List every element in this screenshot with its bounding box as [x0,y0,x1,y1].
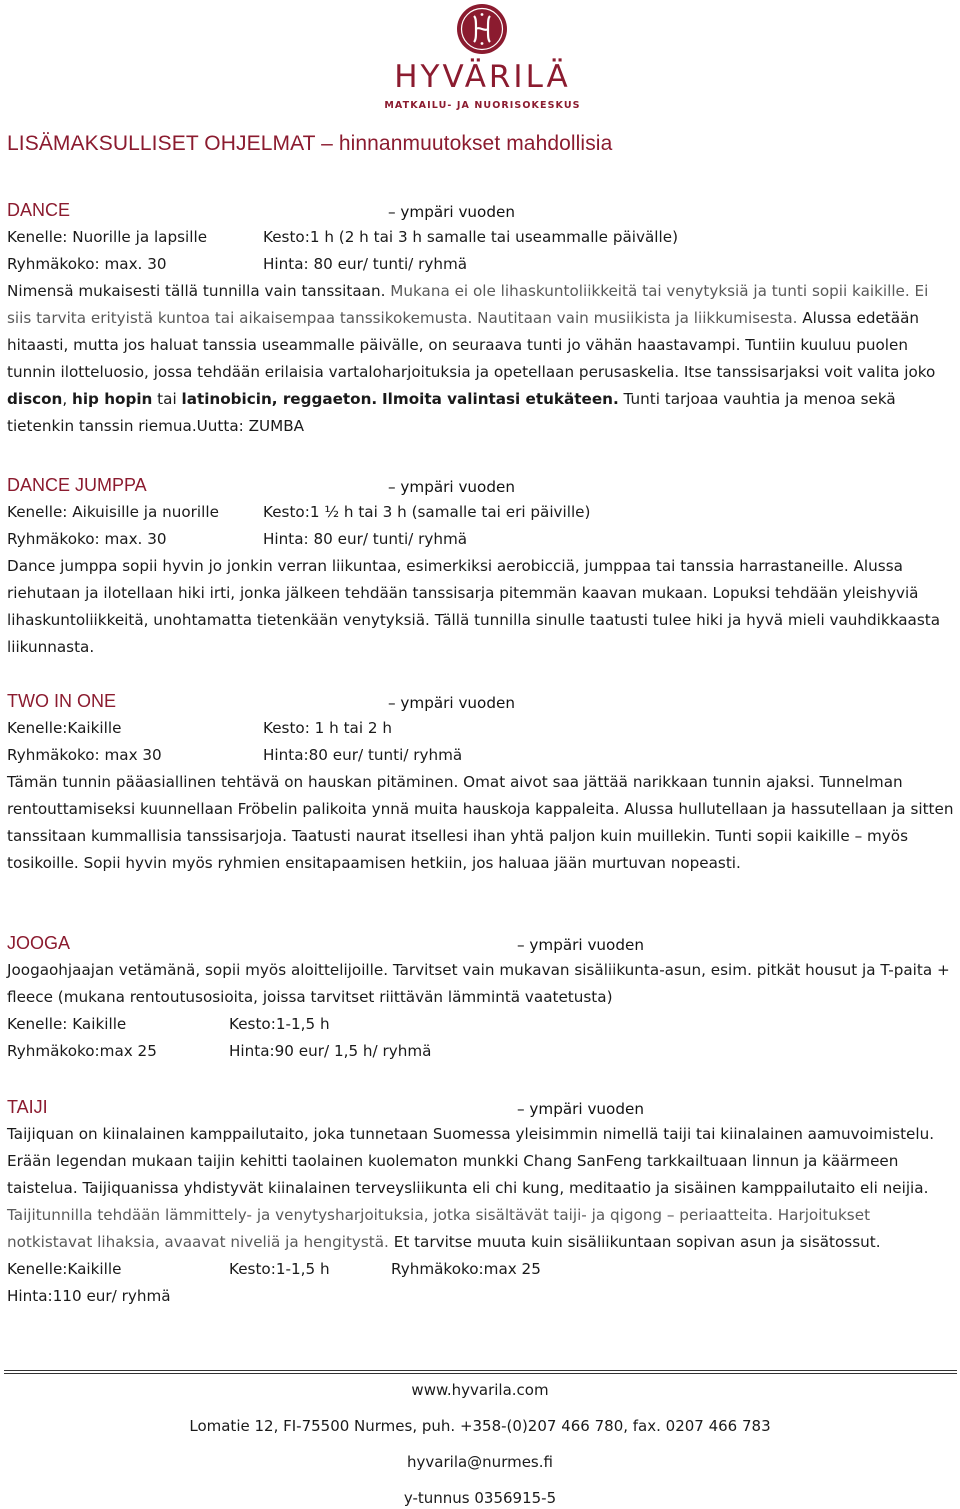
text-fragment: Taijitunnilla tehdään lämmittely- ja venytysharjoituksia, jotka sisältävät taiji- ja qigong – periaatteita. [7,1206,773,1224]
target-group: Kenelle: Kaikille [7,1015,127,1033]
text-fragment: Nimensä mukaisesti tällä tunnilla vain tanssitaan. [7,282,386,300]
text-fragment: Erään legendan mukaan taijin kehitti taolainen kuolematon munkki Chang SanFeng tarkkailtuaan linnun ja käärmeen taistelua. [7,1152,899,1197]
text-fragment: Joogaohjaajan vetämänä, sopii myös aloittelijoille. [7,961,389,979]
duration: Kesto:1-1,5 h [229,1015,330,1033]
dance-style: hip hopin [72,390,153,408]
text-fragment: Alussa hullutellaan ja hassutellaan ja sitten tanssitaan kummallisia tanssisarjoja. [7,800,954,845]
section-title: DANCE JUMPPA [7,475,147,495]
text-fragment: Sopii hyvin myös ryhmien ensitapaamisen hetkiin, jos haluaa jään murtuvan nopeasti. [78,854,741,872]
text-fragment: Tämän tunnin pääasiallinen tehtävä on hauskan pitäminen. [7,773,459,791]
price: Hinta:80 eur/ tunti/ ryhmä [263,746,463,764]
text-fragment: Dance jumppa sopii hyvin jo jonkin verran liikuntaa, esimerkiksi aerobicciä, jumppaa tai tanssia harrastaneille. [7,557,849,575]
text-fragment: Alussa riehutaan ja ilotellaan hiki irti, jonka jälkeen tehdään tanssisarja pitemmän kaavan mukaan. [7,557,903,602]
text-fragment: Taatusti naurat itsellesi ihan yhtä paljon kuin muillekin. [287,827,711,845]
section-jooga [7,930,957,1065]
section-title: JOOGA [7,933,71,953]
logo-wordmark: HYVÄRILÄ [394,59,571,95]
text-fragment: Taijiquan on kiinalainen kamppailutaito, joka tunnetaan Suomessa yleisimmin nimellä taiji tai kiinalainen aamuvoimistelu. [7,1125,935,1143]
text-fragment: Omat aivot saa jättää narikkaan tunnin ajaksi. Tunnelman rentouttamiseksi kuunnellaan Fröbelin palikoita ynnä muita hauskoja kappaleita. [7,773,903,818]
text-fragment: Harjoitukset notkistavat lihaksia, avaavat niveliä ja hengitystä. [7,1206,871,1251]
season-label: – ympäri vuoden [388,478,515,496]
season-label: – ympäri vuoden [517,1100,644,1118]
description [7,278,957,440]
footer-website-link[interactable]: www.hyvarila.com [411,1381,549,1399]
section-two-in-one [7,688,957,877]
target-group: Kenelle: Nuorille ja lapsille [7,228,208,246]
description [7,957,957,1011]
footer-email-link[interactable]: hyvarila@nurmes.fi [407,1453,553,1471]
text-fragment: Taijiquanissa yhdistyvät kiinalainen terveysliikunta eli chi kung, meditaatio ja sisäinen kamppailutaito eli neijia. [77,1179,929,1197]
text-fragment: Alussa edetään hitaasti, mutta jos haluat tanssia useammalle päivälle, on seuraava tunti jo vähän haastavampi. [7,309,919,354]
group-size: Ryhmäkoko: max. 30 [7,255,167,273]
text-fragment: Tällä tunnilla sinulle taatusti tulee hiki ja hyvä mieli vauhdikkaasta liikunnasta. [7,611,941,656]
dance-style: latinobicin, reggaeton. [181,390,378,408]
footer-divider [4,1370,957,1371]
section-title: TAIJI [7,1097,48,1117]
text-fragment: Et tarvitse muuta kuin sisäliikuntaan sopivan asun ja sisätossut. [388,1233,881,1251]
group-size: Ryhmäkoko:max 25 [7,1042,157,1060]
text-fragment: tai [152,390,182,408]
page-title: LISÄMAKSULLISET OHJELMAT – hinnanmuutokset mahdollisia [7,132,613,155]
logo-tagline: MATKAILU- JA NUORISOKESKUS [384,100,581,111]
season-label: – ympäri vuoden [517,936,644,954]
section-title: DANCE [7,200,71,220]
notice: Ilmoita valintasi etukäteen. [382,390,619,408]
target-group: Kenelle:Kaikille [7,1260,122,1278]
logo-emblem-icon [380,2,585,62]
section-taiji [7,1094,957,1310]
duration: Kesto: 1 h tai 2 h [263,719,393,737]
price: Hinta: 80 eur/ tunti/ ryhmä [263,530,468,548]
section-title: TWO IN ONE [7,691,116,711]
group-size: Ryhmäkoko: max 30 [7,746,162,764]
price: Hinta:110 eur/ ryhmä [7,1287,171,1305]
description [7,769,957,877]
price: Hinta: 80 eur/ tunti/ ryhmä [263,255,468,273]
text-fragment: Lopuksi tehdään yleishyviä lihaskuntoliikkeitä, unohtamatta tietenkään venytyksiä. [7,584,919,629]
footer-address: Lomatie 12, FI-75500 Nurmes, puh. +358-(0)207 466 780, fax. 0207 466 783 [189,1417,771,1435]
text-fragment: , [62,390,73,408]
dance-style: discon [7,390,63,408]
season-label: – ympäri vuoden [388,694,515,712]
text-fragment: Tunti sopii kaikille – myös tosikoille. [7,827,908,872]
group-size: Ryhmäkoko:max 25 [391,1260,541,1278]
price: Hinta:90 eur/ 1,5 h/ ryhmä [229,1042,432,1060]
description [7,553,957,661]
duration: Kesto:1 ½ h tai 3 h (samalle tai eri päiville) [263,503,591,521]
season-label: – ympäri vuoden [388,203,515,221]
duration: Kesto:1 h (2 h tai 3 h samalle tai useammalle päivälle) [263,228,678,246]
footer-business-id: y-tunnus 0356915-5 [403,1489,557,1507]
description [7,1121,957,1256]
text-fragment: Itse tanssisarjaksi voit valita joko [679,363,936,381]
text-fragment: Tuntiin kuuluu puolen tunnin ilotteluosio, jossa tehdään erilaisia vartaloharjoituksia ja opetellaan perusaskelia. [7,336,908,381]
text-fragment: Uutta: ZUMBA [196,417,305,435]
target-group: Kenelle: Aikuisille ja nuorille [7,503,219,521]
section-dance-jumppa [7,472,957,661]
target-group: Kenelle:Kaikille [7,719,122,737]
hyvarila-logo [380,2,585,116]
text-fragment: Tarvitset vain mukavan sisäliikunta-asun, esim. pitkät housut ja T-paita + fleece (mukana rentoutusosioita, joissa tarvitset riittävän lämmintä vaatetusta) [7,961,950,1006]
footer-divider [4,1373,957,1374]
duration: Kesto:1-1,5 h [229,1260,330,1278]
text-fragment: Tunti tarjoaa vauhtia ja menoa sekä tietenkin tanssin riemua. [7,390,896,435]
text-fragment: Mukana ei ole lihaskuntoliikkeitä tai venytyksiä ja tunti sopii kaikille. Ei siis tarvita erityistä kuntoa tai aikaisempaa tanssikokemusta. Nautitaan vain musiikista ja liikkumisesta. [7,282,929,327]
group-size: Ryhmäkoko: max. 30 [7,530,167,548]
section-dance [7,197,957,440]
